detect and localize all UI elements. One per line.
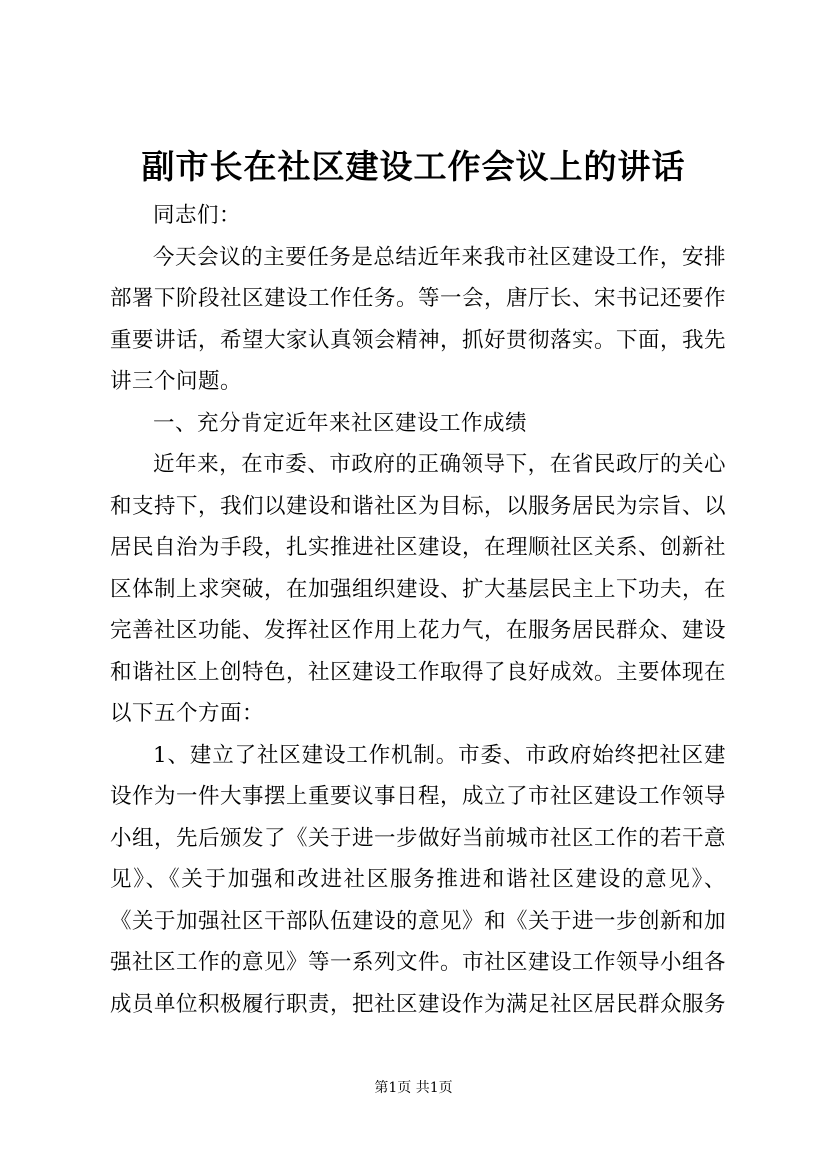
intro-paragraph: 今天会议的主要任务是总结近年来我市社区建设工作，安排部署下阶段社区建设工作任务。等一会，唐厅长、宋书记还要作重要讲话，希望大家认真领会精神，抓好贯彻落实。下面，我先讲三个问题。 (110, 244, 727, 394)
page-footer: 第1页 共1页 (374, 1080, 453, 1096)
section-heading: 一、充分肯定近年来社区建设工作成绩 (153, 410, 528, 436)
document-body (110, 195, 726, 1025)
document-title: 副市长在社区建设工作会议上的讲话 (141, 147, 686, 186)
point-one-paragraph: 1、建立了社区建设工作机制。市委、市政府始终把社区建设作为一件大事摆上重要议事日程，成立了市社区建设工作领导小组，先后颁发了《关于进一步做好当前城市社区工作的若干意见》、《关于加强和改进社区服务推进和谐社区建设的意见》、《关于加强社区干部队伍建设的意见》和《关于进一步创新和加强社区工作的意见》等一系列文件。市社区建设工作领导小组各成员单位积极履行职责，把社区建设作为满足社区居民群众服务 (110, 742, 727, 1017)
achievements-paragraph: 近年来，在市委、市政府的正确领导下，在省民政厅的关心和支持下，我们以建设和谐社区为目标，以服务居民为宗旨、以居民自治为手段，扎实推进社区建设，在理顺社区关系、创新社区体制上求突破，在加强组织建设、扩大基层民主上下功夫，在完善社区功能、发挥社区作用上花力气，在服务居民群众、建设和谐社区上创特色，社区建设工作取得了良好成效。主要体现在以下五个方面： (110, 452, 727, 726)
salutation-paragraph: 同志们： (153, 203, 242, 228)
